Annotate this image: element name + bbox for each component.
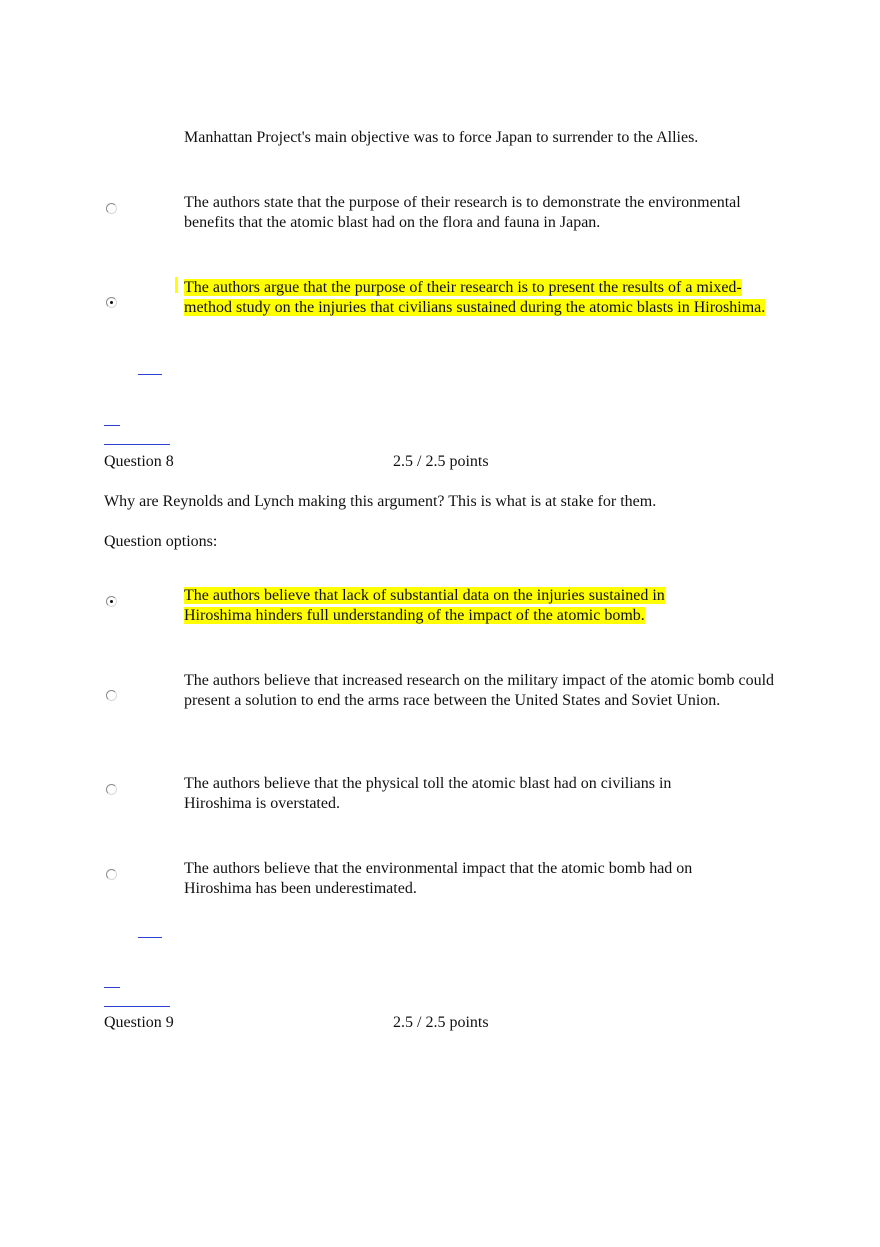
- q8-feedback-link[interactable]: [138, 937, 162, 938]
- q8-option-3-radio[interactable]: [106, 784, 117, 795]
- q7-option-2-text: The authors argue that the purpose of their research is to present the results of a mixed-method study on the injuries that civilians sustained during the atomic blasts in Hiroshima.: [184, 279, 766, 316]
- q8-option-4-radio[interactable]: [106, 869, 117, 880]
- q7-top-link[interactable]: [104, 425, 120, 426]
- q8-option-1-radio[interactable]: [106, 596, 117, 607]
- q8-prompt: Why are Reynolds and Lynch making this argument? This is what is at stake for them.: [104, 493, 657, 510]
- radio-selected-dot: [110, 301, 114, 305]
- q7-option-1-text: The authors state that the purpose of their research is to demonstrate the environmental benefits that the atomic blast had on the flora and fauna in Japan.: [184, 194, 741, 231]
- q8-top-link[interactable]: [104, 987, 120, 988]
- q7-option-2-radio[interactable]: [106, 297, 117, 308]
- q7-option-1-radio[interactable]: [106, 203, 117, 214]
- q8-option-4-text: The authors believe that the environmental impact that the atomic bomb had on Hiroshima has been underestimated.: [184, 860, 693, 897]
- q8-option-2-text: The authors believe that increased research on the military impact of the atomic bomb could present a solution to end the arms race between the United States and Soviet Union.: [184, 672, 775, 709]
- q8-option-1-text: The authors believe that lack of substantial data on the injuries sustained in Hiroshima hinders full understanding of the impact of the atomic bomb.: [184, 587, 665, 624]
- q8-title: Question 8: [104, 453, 174, 470]
- radio-selected-dot: [110, 600, 114, 604]
- q7-feedback-link[interactable]: [138, 374, 162, 375]
- highlight-marker: [175, 277, 178, 293]
- q8-options-label: Question options:: [104, 533, 218, 550]
- q9-points: 2.5 / 2.5 points: [393, 1014, 489, 1031]
- q8-option-3-text: The authors believe that the physical toll the atomic blast had on civilians in Hiroshima is overstated.: [184, 775, 672, 812]
- q8-option-2-radio[interactable]: [106, 690, 117, 701]
- q7-tail-text: Manhattan Project's main objective was to force Japan to surrender to the Allies.: [184, 129, 699, 146]
- question-divider-link[interactable]: [104, 444, 170, 445]
- question-divider-link[interactable]: [104, 1006, 170, 1007]
- q9-title: Question 9: [104, 1014, 174, 1031]
- q8-points: 2.5 / 2.5 points: [393, 453, 489, 470]
